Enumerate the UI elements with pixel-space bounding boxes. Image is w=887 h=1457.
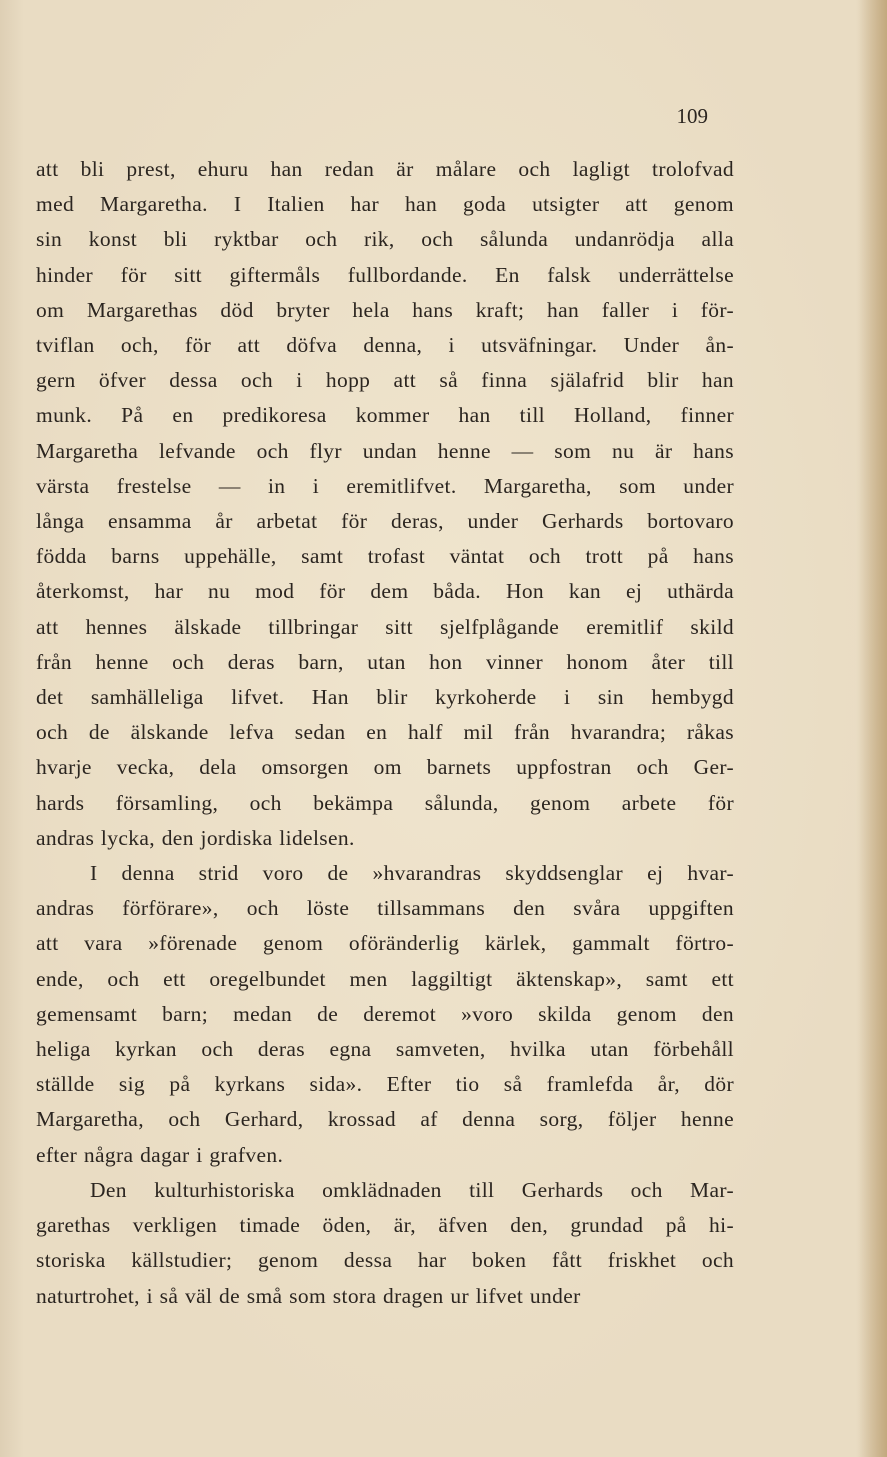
text-line: efter några dagar i grafven.: [36, 1142, 284, 1167]
text-line: långa ensamma år arbetat för deras, under Gerhards bortovaro: [36, 509, 734, 534]
text-line: från henne och deras barn, utan hon vinner honom åter till: [36, 649, 734, 674]
text-line: att hennes älskade tillbringar sitt sjelfplågande eremitlif skild: [36, 614, 734, 639]
text-line: ställde sig på kyrkans sida». Efter tio så framlefda år, dör: [36, 1072, 734, 1097]
text-line: hards församling, och bekämpa sålunda, genom arbete för: [36, 790, 734, 815]
page-number: 109: [676, 104, 708, 128]
body-text: [36, 152, 734, 1314]
text-line: I denna strid voro de »hvarandras skyddsenglar ej hvar-: [90, 861, 734, 886]
text-line: och de älskande lefva sedan en half mil från hvarandra; råkas: [36, 720, 734, 745]
text-line: gemensamt barn; medan de deremot »voro skilda genom den: [36, 1001, 734, 1026]
text-line: Margaretha, och Gerhard, krossad af denna sorg, följer henne: [36, 1107, 734, 1132]
text-line: hinder för sitt giftermåls fullbordande. En falsk underrättelse: [36, 262, 734, 287]
text-line: andras förförare», och löste tillsammans den svåra uppgiften: [36, 896, 734, 921]
text-line: storiska källstudier; genom dessa har boken fått friskhet och: [36, 1248, 734, 1273]
text-line: garethas verkligen timade öden, är, äfven den, grundad på hi-: [36, 1213, 734, 1238]
text-line: Den kulturhistoriska omklädnaden till Gerhards och Mar-: [90, 1177, 734, 1202]
text-line: gern öfver dessa och i hopp att så finna själafrid blir han: [36, 368, 734, 393]
text-line: med Margaretha. I Italien har han goda utsigter att genom: [36, 192, 734, 217]
text-line: det samhälleliga lifvet. Han blir kyrkoherde i sin hembygd: [36, 685, 734, 710]
text-line: återkomst, har nu mod för dem båda. Hon kan ej uthärda: [36, 579, 734, 604]
text-line: värsta frestelse — in i eremitlifvet. Margaretha, som under: [36, 473, 734, 498]
page-edge-shadow: [859, 0, 887, 1457]
text-line: att vara »förenade genom oföränderlig kärlek, gammalt förtro-: [36, 931, 734, 956]
text-line: ende, och ett oregelbundet men laggiltigt äktenskap», samt ett: [36, 966, 734, 991]
text-line: andras lycka, den jordiska lidelsen.: [36, 825, 355, 850]
text-line: heliga kyrkan och deras egna samveten, hvilka utan förbehåll: [36, 1037, 734, 1062]
text-line: hvarje vecka, dela omsorgen om barnets uppfostran och Ger-: [36, 755, 734, 780]
text-line: födda barns uppehälle, samt trofast väntat och trott på hans: [36, 544, 734, 569]
text-line: att bli prest, ehuru han redan är målare och lagligt trolofvad: [36, 157, 734, 181]
text-line: sin konst bli ryktbar och rik, och sålunda undanrödja alla: [36, 227, 734, 252]
text-line: munk. På en predikoresa kommer han till Holland, finner: [36, 403, 734, 428]
text-line: Margaretha lefvande och flyr undan henne — som nu är hans: [36, 438, 734, 463]
text-line: om Margarethas död bryter hela hans kraft; han faller i för-: [36, 297, 734, 322]
text-line: naturtrohet, i så väl de små som stora dragen ur lifvet under: [36, 1283, 581, 1308]
text-line: tviflan och, för att döfva denna, i utsväfningar. Under ån-: [36, 333, 734, 358]
